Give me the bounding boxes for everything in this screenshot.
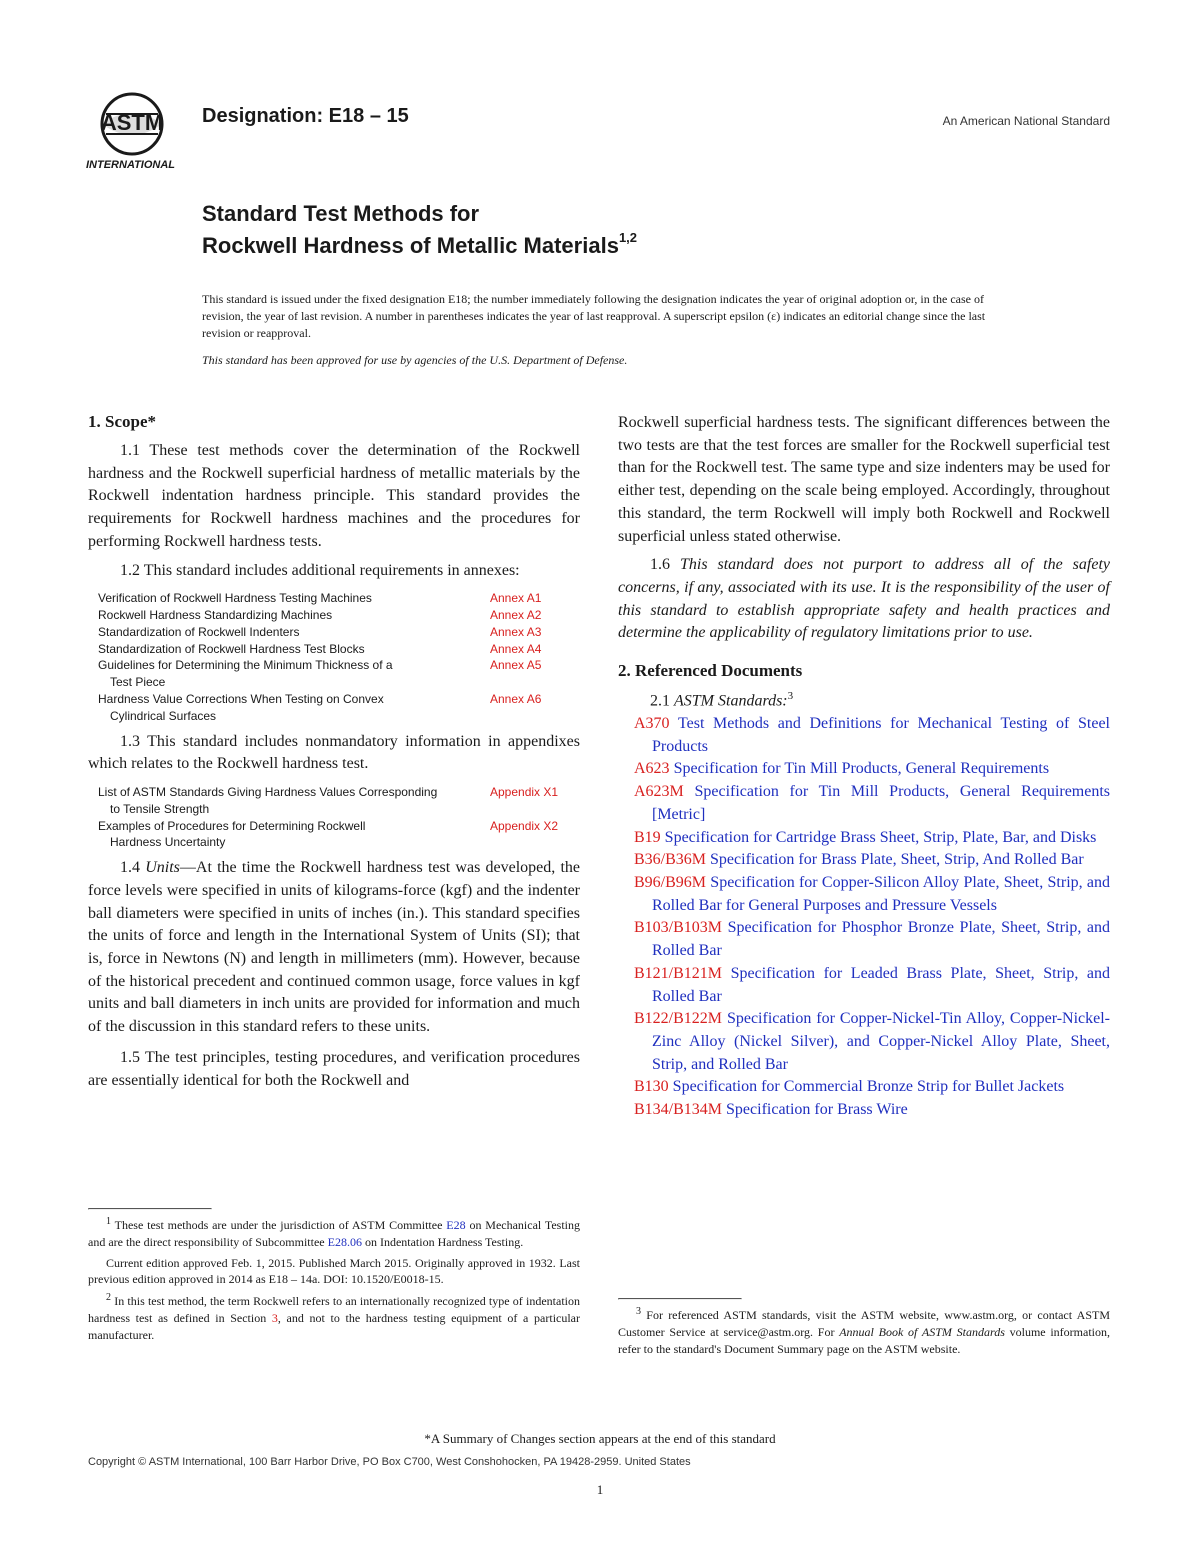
logo-sub-text: INTERNATIONAL <box>86 159 176 171</box>
copyright-line: Copyright © ASTM International, 100 Barr Harbor Drive, PO Box C700, West Conshohocken, PA 19428-2959. United States <box>88 1456 691 1468</box>
annex-link[interactable]: Annex A6 <box>490 692 542 706</box>
issuance-note: This standard is issued under the fixed designation E18; the number immediately following the designation indicates the year of original adoption or, in the case of revision, the year of last revision. A number in parentheses indicates the year of last reapproval. A superscript epsilon (ε) indicates an editorial change since the last revision or reapproval. <box>202 292 986 340</box>
annex-label <box>98 607 468 624</box>
standard-code-link[interactable]: B121/B121M <box>634 964 723 982</box>
referenced-documents-list <box>618 713 1110 1122</box>
annex-row <box>98 607 560 624</box>
annex-link[interactable]: Annex A1 <box>490 591 542 606</box>
standard-title-link[interactable]: Test Methods and Definitions for Mechanical Testing of Steel Products <box>652 715 1110 755</box>
paragraph-2-1 <box>618 685 1110 713</box>
footnote-rule <box>88 1208 212 1210</box>
standard-title-link[interactable]: Specification for Tin Mill Products, General Requirements [Metric] <box>652 783 1111 823</box>
annex-label-text: Rockwell Hardness Standardizing Machines <box>98 608 333 623</box>
standard-title-link[interactable]: Specification for Phosphor Bronze Plate, Sheet, Strip, and Rolled Bar <box>652 919 1110 960</box>
appendix-label-continued: to Tensile Strength <box>110 801 210 816</box>
standard-code-link[interactable]: B130 <box>634 1078 669 1096</box>
subcommittee-e28-06-link[interactable]: E28.06 <box>327 1234 362 1249</box>
summary-of-changes-note: *A Summary of Changes section appears at the end of this standard <box>424 1431 776 1446</box>
section-heading-referenced: 2. Referenced Documents <box>618 661 803 681</box>
standard-code-link[interactable]: B134/B134M <box>634 1101 723 1119</box>
standard-code-link[interactable]: B103/B103M <box>634 919 723 937</box>
section-heading-scope: 1. Scope* <box>88 412 156 431</box>
paragraph-1-2: 1.2 This standard includes additional requirements in annexes: <box>120 561 520 579</box>
footnote-1-text-c: on Indentation Hardness Testing. <box>364 1234 524 1249</box>
referenced-standard-item <box>618 1076 1110 1099</box>
astm-logo <box>84 92 194 172</box>
standard-title-link[interactable]: Specification for Brass Wire <box>726 1101 908 1119</box>
annex-label <box>98 624 468 641</box>
footnote-2-text-b: , and not to the hardness testing equipment of a particular manufacturer. <box>88 1310 581 1342</box>
footnote-2 <box>88 1290 580 1343</box>
referenced-standard-item <box>618 872 1110 917</box>
referenced-standard-item <box>618 1008 1110 1076</box>
referenced-standard-item <box>618 781 1110 826</box>
footnote-2-text-a: In this test method, the term Rockwell refers to an internationally recognized type of indentation hardness test as defined in Section <box>88 1294 580 1325</box>
appendix-label-text: List of ASTM Standards Giving Hardness Values Corresponding <box>98 785 438 799</box>
footnotes-right <box>618 1298 1110 1357</box>
paragraph-2-1-number: 2.1 <box>650 692 670 710</box>
section-3-link[interactable]: 3 <box>271 1310 278 1325</box>
annex-label-text: Guidelines for Determining the Minimum Thickness of a <box>98 658 393 673</box>
annex-label <box>98 657 468 691</box>
standard-title-link[interactable]: Specification for Leaded Brass Plate, Sheet, Strip, and Rolled Bar <box>652 964 1111 1005</box>
dod-approval-note: This standard has been approved for use by agencies of the U.S. Department of Defense. <box>202 353 628 367</box>
national-standard-label: An American National Standard <box>942 114 1110 128</box>
annex-label-text: Standardization of Rockwell Hardness Test Blocks <box>98 641 365 656</box>
footnote-1-text-a: These test methods are under the jurisdiction of ASTM Committee <box>114 1218 443 1232</box>
annex-list <box>98 590 560 724</box>
edition-note: Current edition approved Feb. 1, 2015. Published March 2015. Originally approved in 1932. Last previous edition approved in 2014 as E18 – 14a. DOI: 10.1520/E0018-15. <box>88 1255 580 1287</box>
annex-link[interactable]: Annex A4 <box>490 641 542 656</box>
annex-row <box>98 590 560 607</box>
paragraph-1-4-number: 1.4 <box>120 859 140 877</box>
page-number: 1 <box>596 1482 604 1497</box>
right-column <box>618 412 1110 1122</box>
referenced-standard-item <box>618 963 1110 1008</box>
standard-code-link[interactable]: B96/B96M <box>634 873 707 891</box>
paragraph-1-6 <box>618 554 1110 645</box>
annex-row <box>98 657 560 691</box>
paragraph-1-4-units: Units <box>145 859 180 877</box>
appendix-link[interactable]: Appendix X2 <box>490 818 559 833</box>
committee-e28-link[interactable]: E28 <box>446 1218 466 1232</box>
footnote-3 <box>618 1304 1110 1357</box>
referenced-standard-item <box>618 827 1110 850</box>
appendix-list <box>98 784 560 851</box>
annex-label-text: Hardness Value Corrections When Testing on Convex <box>98 692 384 706</box>
standard-code-link[interactable]: B122/B122M <box>634 1010 723 1028</box>
paragraph-1-5-continued: Rockwell superficial hardness tests. The significant differences between the two tests are that the test forces are smaller for the Rockwell superficial test than for the Rockwell test. The same type and size indenters may be used for either test, depending on the scale being employed. Accordingly, throughout this standard, the term Rockwell will imply both Rockwell and Rockwell superficial unless stated otherwise. <box>618 414 1110 545</box>
designation: Designation: E18 – 15 <box>202 105 409 127</box>
title-text: Rockwell Hardness of Metallic Materials <box>202 233 619 258</box>
annex-label-continued: Test Piece <box>110 675 166 690</box>
footnotes-left <box>88 1208 580 1344</box>
title-footnote-marker: 1,2 <box>618 230 638 245</box>
standard-code-link[interactable]: A623 <box>634 760 670 778</box>
paragraph-1-6-body: This standard does not purport to address all of the safety concerns, if any, associated with its use. It is the responsibility of the user of this standard to establish appropriate safety and health practices and determine the applicability of regulatory limitations prior to use. <box>618 556 1110 642</box>
paragraph-1-1: 1.1 These test methods cover the determination of the Rockwell hardness and the Rockwell superficial hardness of metallic materials by the Rockwell indentation hardness principle. This standard provides the requirements for Rockwell hardness machines and the procedures for performing Rockwell hardness tests. <box>88 442 580 550</box>
paragraph-2-1-footnote-marker: 3 <box>787 690 794 703</box>
standard-title-link[interactable]: Specification for Cartridge Brass Sheet, Strip, Plate, Bar, and Disks <box>664 828 1097 846</box>
footnote-3-book-title: Annual Book of ASTM Standards <box>839 1324 1005 1339</box>
footnote-3-text-a: For referenced ASTM standards, visit the ASTM website, www.astm.org, or contact ASTM Customer Service at service@astm.org. For <box>618 1308 1111 1339</box>
footnote-rule <box>618 1298 742 1300</box>
annex-link[interactable]: Annex A3 <box>490 624 542 639</box>
appendix-label <box>98 818 468 852</box>
paragraph-2-1-title: ASTM Standards: <box>674 692 788 710</box>
annex-row <box>98 641 560 658</box>
appendix-row <box>98 818 560 852</box>
annex-link[interactable]: Annex A5 <box>490 658 542 673</box>
referenced-standard-item <box>618 1099 1110 1122</box>
astm-logo-mark <box>84 92 194 172</box>
referenced-standard-item <box>618 917 1110 962</box>
title-line-1: Standard Test Methods for <box>202 201 480 226</box>
footnote-2-marker: 2 <box>106 1292 111 1304</box>
standard-code-link[interactable]: A370 <box>634 715 670 733</box>
paragraph-1-3: 1.3 This standard includes nonmandatory information in appendixes which relates to the Rockwell hardness test. <box>88 732 580 773</box>
paragraph-1-6-number: 1.6 <box>650 556 670 574</box>
footnote-3-text-b: volume information, refer to the standard's Document Summary page on the ASTM website. <box>618 1324 1111 1356</box>
standard-title-link[interactable]: Specification for Tin Mill Products, General Requirements <box>673 760 1050 778</box>
standard-code-link[interactable]: A623M <box>634 783 684 801</box>
referenced-standard-item <box>618 758 1110 781</box>
appendix-label <box>98 784 468 818</box>
annex-label <box>98 590 468 607</box>
footnote-1-marker: 1 <box>106 1216 111 1227</box>
annex-label-text: Standardization of Rockwell Indenters <box>98 624 300 639</box>
paragraph-1-4-body: —At the time the Rockwell hardness test was developed, the force levels were specified in units of kilograms-force (kgf) and the indenter ball diameters were specified in units of inches (in.). This standard specifies the units of force and length in the International System of Units (SI); that is, force in Newtons (N) and length in millimeters (mm). However, because of the historical precedent and continued common usage, force values in kgf units and ball diameters in inch units are provided for information and much of the discussion in this standard refers to these units. <box>88 859 581 1036</box>
appendix-label-continued: Hardness Uncertainty <box>110 835 226 850</box>
standard-title-link[interactable]: Specification for Brass Plate, Sheet, Strip, And Rolled Bar <box>710 851 1084 869</box>
paragraph-1-4 <box>88 857 580 1039</box>
annex-label <box>98 641 468 658</box>
standard-title-link[interactable]: Specification for Commercial Bronze Strip for Bullet Jackets <box>672 1078 1065 1096</box>
annex-label-text: Verification of Rockwell Hardness Testing Machines <box>98 591 372 606</box>
appendix-link[interactable]: Appendix X1 <box>490 785 559 799</box>
standard-title-link[interactable]: Specification for Copper-Nickel-Tin Alloy, Copper-Nickel-Zinc Alloy (Nickel Silver), and Copper-Nickel Alloy Plate, Sheet, Strip, and Rolled Bar <box>652 1010 1111 1073</box>
standard-code-link[interactable]: B19 <box>634 828 661 846</box>
appendix-label-text: Examples of Procedures for Determining Rockwell <box>98 818 366 833</box>
annex-label-continued: Cylindrical Surfaces <box>110 708 217 723</box>
logo-org-text: ASTM <box>100 110 164 135</box>
standard-title-link[interactable]: Specification for Copper-Silicon Alloy Plate, Sheet, Strip, and Rolled Bar for General Purposes and Pressure Vessels <box>652 873 1111 914</box>
annex-label <box>98 691 468 725</box>
footnote-3-marker: 3 <box>636 1306 641 1317</box>
footnote-1 <box>88 1214 580 1251</box>
appendix-row <box>98 784 560 818</box>
footnote-1-text-b: on Mechanical Testing and are the direct responsibility of Subcommittee <box>88 1218 581 1249</box>
annex-row <box>98 624 560 641</box>
referenced-standard-item <box>618 713 1110 758</box>
referenced-standard-item <box>618 849 1110 872</box>
annex-link[interactable]: Annex A2 <box>490 608 542 623</box>
paragraph-1-5: 1.5 The test principles, testing procedures, and verification procedures are essentially identical for both the Rockwell and <box>88 1048 580 1089</box>
annex-row <box>98 691 560 725</box>
title-line-2 <box>202 230 637 259</box>
standard-code-link[interactable]: B36/B36M <box>634 851 707 869</box>
left-column <box>88 412 580 1092</box>
